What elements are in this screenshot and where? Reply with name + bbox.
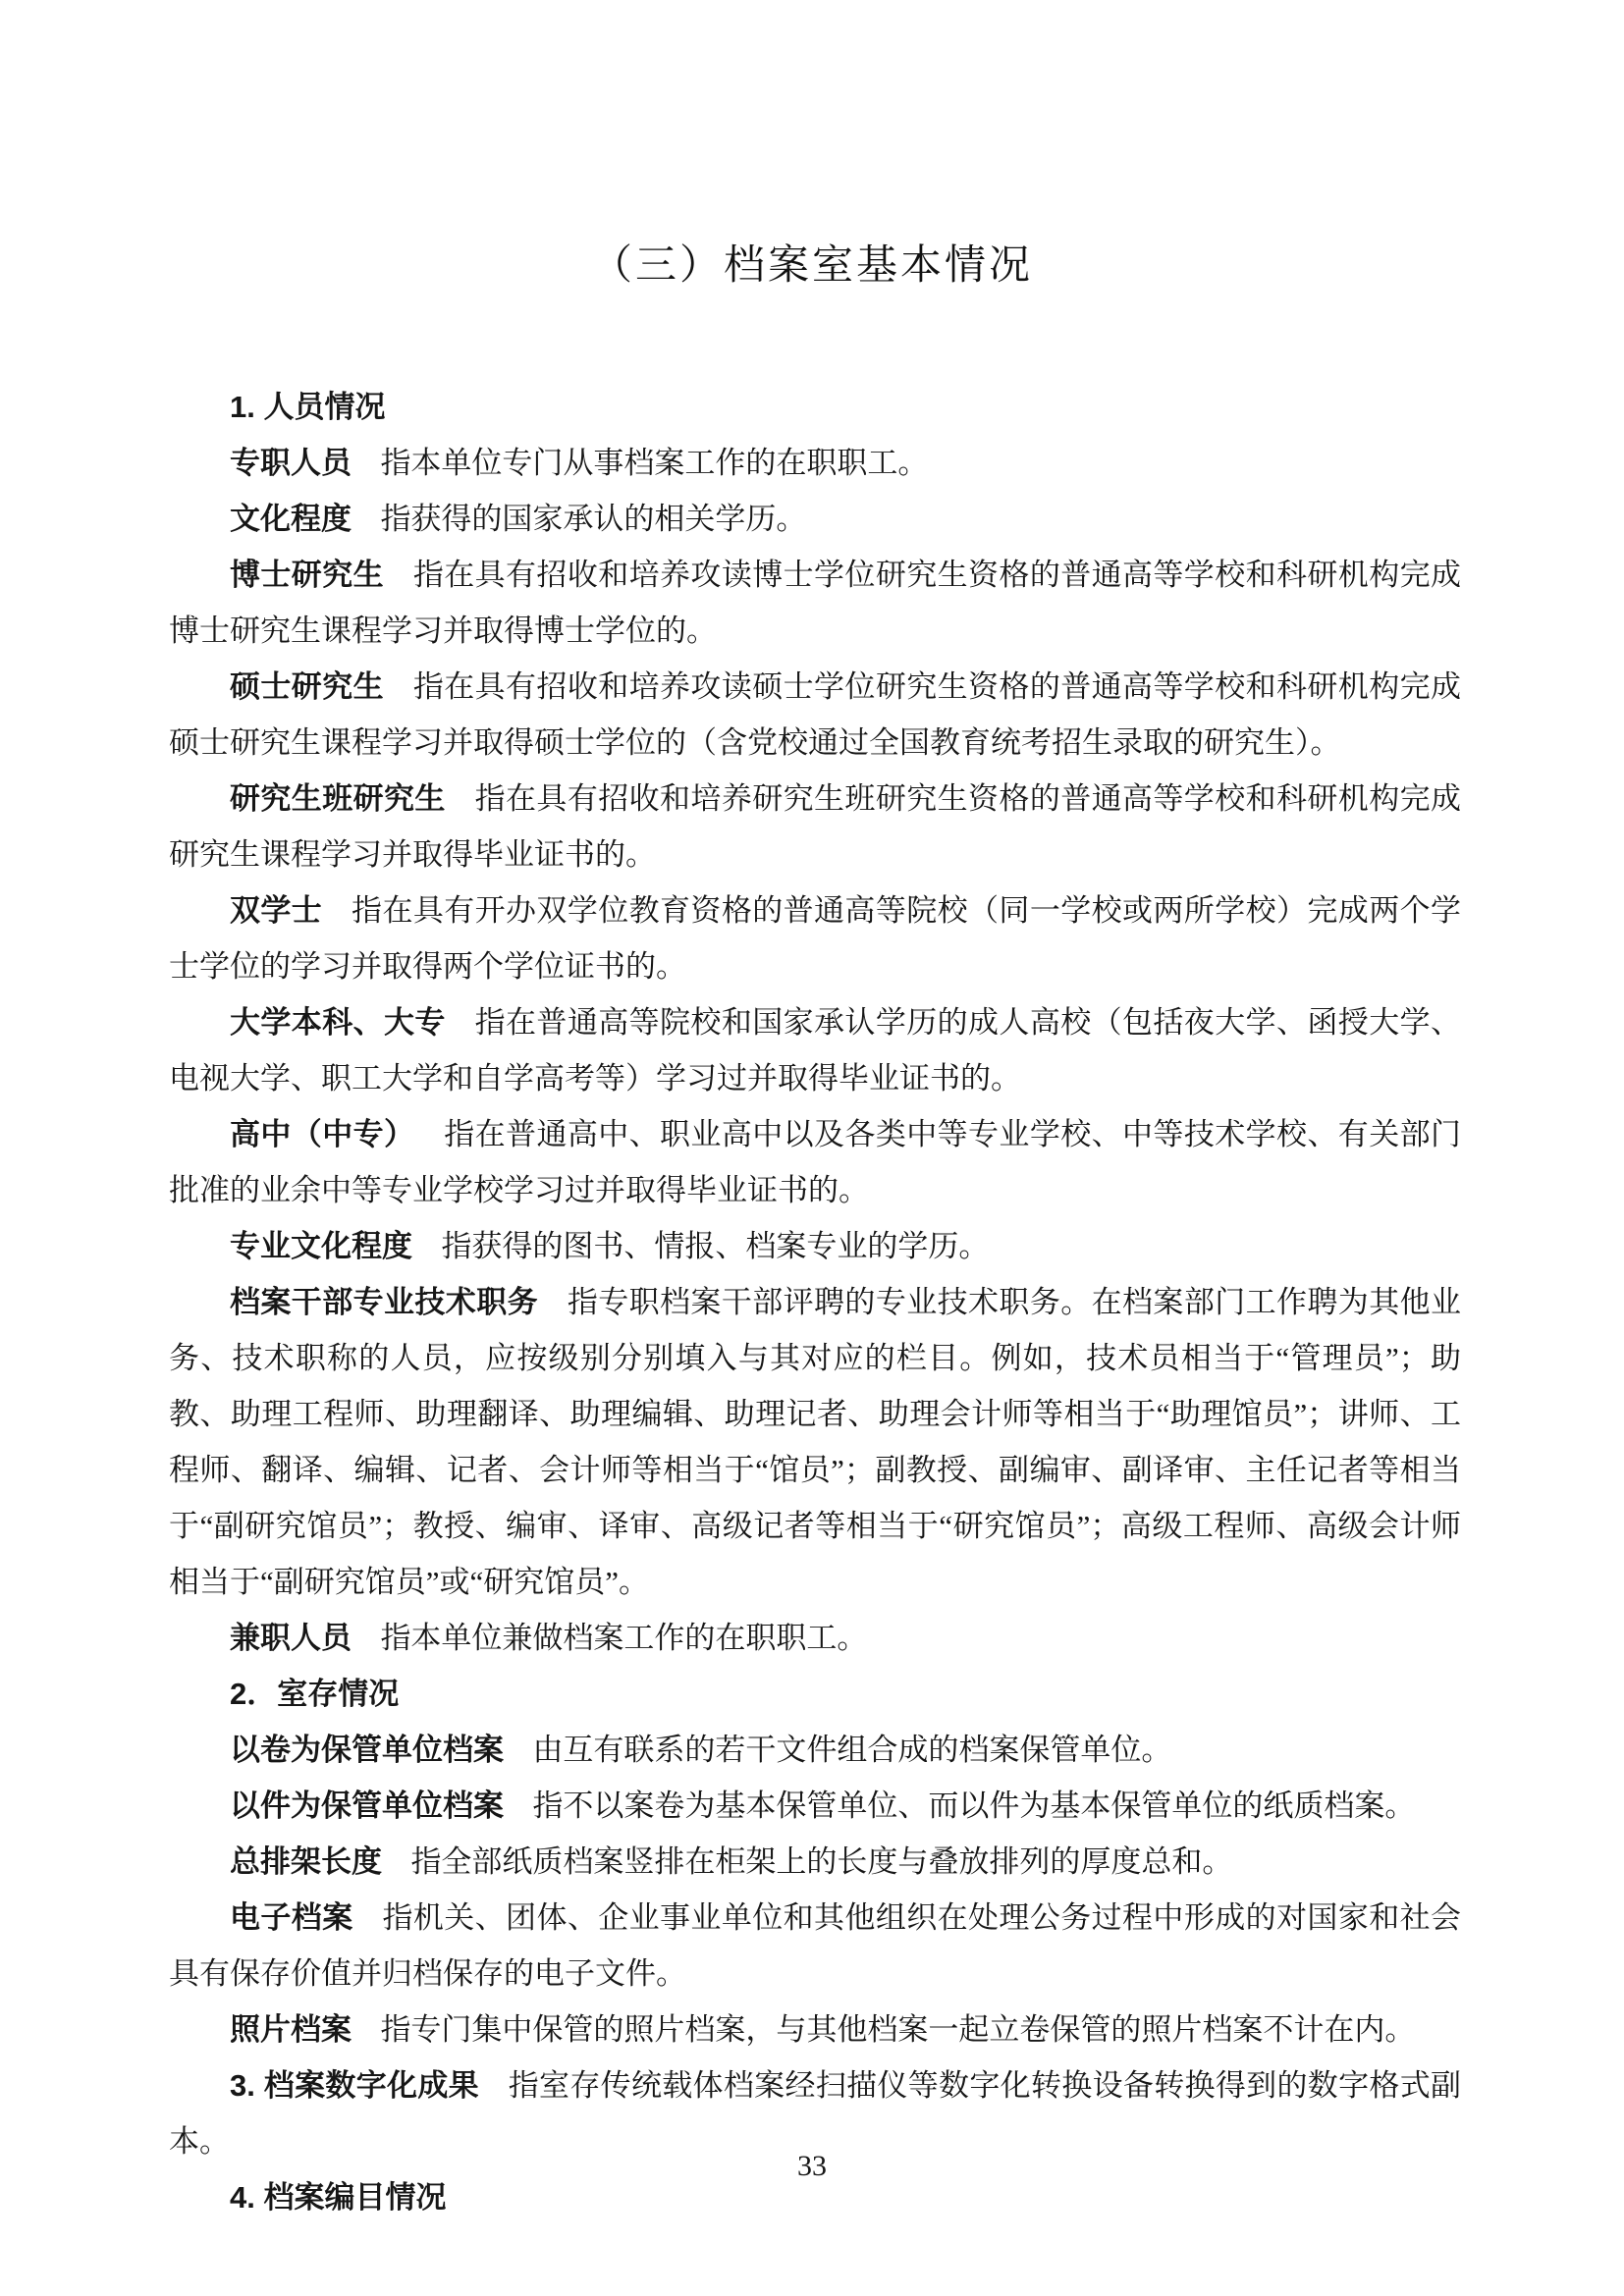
- definition-paragraph: [169, 659, 1461, 771]
- definition-paragraph: [169, 1834, 1461, 1890]
- definition-text: 指室存传统载体档案经扫描仪等数字化转换设备转换得到的数字格式副本。: [169, 2068, 1462, 2159]
- definition-text: 由互有联系的若干文件组合成的档案保管单位。: [532, 1733, 1172, 1767]
- definition-text: 指专职档案干部评聘的专业技术职务。在档案部门工作聘为其他业务、技术职称的人员，应按级别分别填入与其对应的栏目。例如，技术员相当于“管理员”；助教、助理工程师、助理翻译、助理编辑、助理记者、助理会计师等相当于“助理馆员”；讲师、工程师、翻译、编辑、记者、会计师等相当于“馆员”；副教授、副编审、副译审、主任记者等相当于“副研究馆员”；教授、编审、译审、高级记者等相当于“研究馆员”；高级工程师、高级会计师相当于“副研究馆员”或“研究馆员”。: [169, 1285, 1462, 1599]
- definition-term: 照片档案: [230, 2012, 352, 2047]
- definition-term: 文化程度: [230, 502, 352, 536]
- document-body: [169, 379, 1461, 2225]
- definition-text: 指全部纸质档案竖排在柜架上的长度与叠放排列的厚度总和。: [410, 1844, 1233, 1879]
- definition-text: 指机关、团体、企业事业单位和其他组织在处理公务过程中形成的对国家和社会具有保存价值并归档保存的电子文件。: [169, 1900, 1462, 1991]
- definition-term: 兼职人员: [230, 1621, 352, 1655]
- definition-text: 指本单位专门从事档案工作的在职职工。: [380, 446, 929, 480]
- definition-paragraph: [169, 1106, 1461, 1218]
- page-title: （三）档案室基本情况: [590, 243, 1033, 289]
- definition-term: 专业文化程度: [230, 1229, 412, 1263]
- definition-term: 以卷为保管单位档案: [230, 1733, 504, 1767]
- definition-term: 研究生班研究生: [230, 781, 446, 816]
- definition-term: 档案干部专业技术职务: [230, 1285, 538, 1319]
- definition-term: 高中（中专）: [230, 1117, 415, 1151]
- definition-text: 指在普通高中、职业高中以及各类中等专业学校、中等技术学校、有关部门批准的业余中等专业学校学习过并取得毕业证书的。: [169, 1117, 1462, 1207]
- definition-paragraph: [169, 771, 1461, 882]
- section-heading-personnel: 1. 人员情况: [230, 390, 386, 424]
- definition-term: 专职人员: [230, 446, 352, 480]
- definition-term: 3. 档案数字化成果: [230, 2068, 479, 2103]
- section-heading-cataloguing: 4. 档案编目情况: [230, 2180, 447, 2215]
- definition-term: 总排架长度: [230, 1844, 382, 1879]
- definition-text: 指在具有开办双学位教育资格的普通高等院校（同一学校或两所学校）完成两个学士学位的学习并取得两个学位证书的。: [169, 893, 1462, 984]
- definition-text: 指本单位兼做档案工作的在职职工。: [380, 1621, 868, 1655]
- definition-text: 指在具有招收和培养攻读硕士学位研究生资格的普通高等学校和科研机构完成硕士研究生课程学习并取得硕士学位的（含党校通过全国教育统考招生录取的研究生）。: [169, 669, 1462, 760]
- definition-term: 电子档案: [230, 1900, 353, 1935]
- definition-text: 指不以案卷为基本保管单位、而以件为基本保管单位的纸质档案。: [532, 1789, 1416, 1823]
- definition-term: 硕士研究生: [230, 669, 384, 704]
- definition-paragraph: [169, 491, 1461, 547]
- definition-term: 双学士: [230, 893, 323, 928]
- definition-paragraph: [169, 994, 1461, 1106]
- definition-paragraph: [169, 1722, 1461, 1778]
- definition-paragraph: [169, 1778, 1461, 1834]
- definition-text: 指专门集中保管的照片档案，与其他档案一起立卷保管的照片档案不计在内。: [380, 2012, 1416, 2047]
- definition-paragraph: [169, 547, 1461, 659]
- definition-paragraph: [169, 1890, 1461, 2002]
- definition-paragraph: [169, 1218, 1461, 1274]
- definition-term: 以件为保管单位档案: [230, 1789, 504, 1823]
- definition-paragraph: [169, 2002, 1461, 2057]
- definition-term: 大学本科、大专: [230, 1005, 446, 1040]
- section-heading-holdings: 2．室存情况: [230, 1677, 400, 1711]
- definition-term: 博士研究生: [230, 558, 384, 592]
- definition-text: 指在普通高等院校和国家承认学历的成人高校（包括夜大学、函授大学、电视大学、职工大学和自学高考等）学习过并取得毕业证书的。: [169, 1005, 1462, 1095]
- definition-text: 指在具有招收和培养攻读博士学位研究生资格的普通高等学校和科研机构完成博士研究生课程学习并取得博士学位的。: [169, 558, 1462, 648]
- definition-text: 指获得的图书、情报、档案专业的学历。: [441, 1229, 990, 1263]
- definition-paragraph: [169, 435, 1461, 491]
- definition-paragraph: [169, 882, 1461, 994]
- definition-paragraph: [169, 1610, 1461, 1666]
- page-number: 33: [797, 2150, 827, 2182]
- definition-text: 指获得的国家承认的相关学历。: [380, 502, 807, 536]
- definition-paragraph: [169, 1274, 1461, 1610]
- definition-text: 指在具有招收和培养研究生班研究生资格的普通高等学校和科研机构完成研究生课程学习并取得毕业证书的。: [169, 781, 1462, 872]
